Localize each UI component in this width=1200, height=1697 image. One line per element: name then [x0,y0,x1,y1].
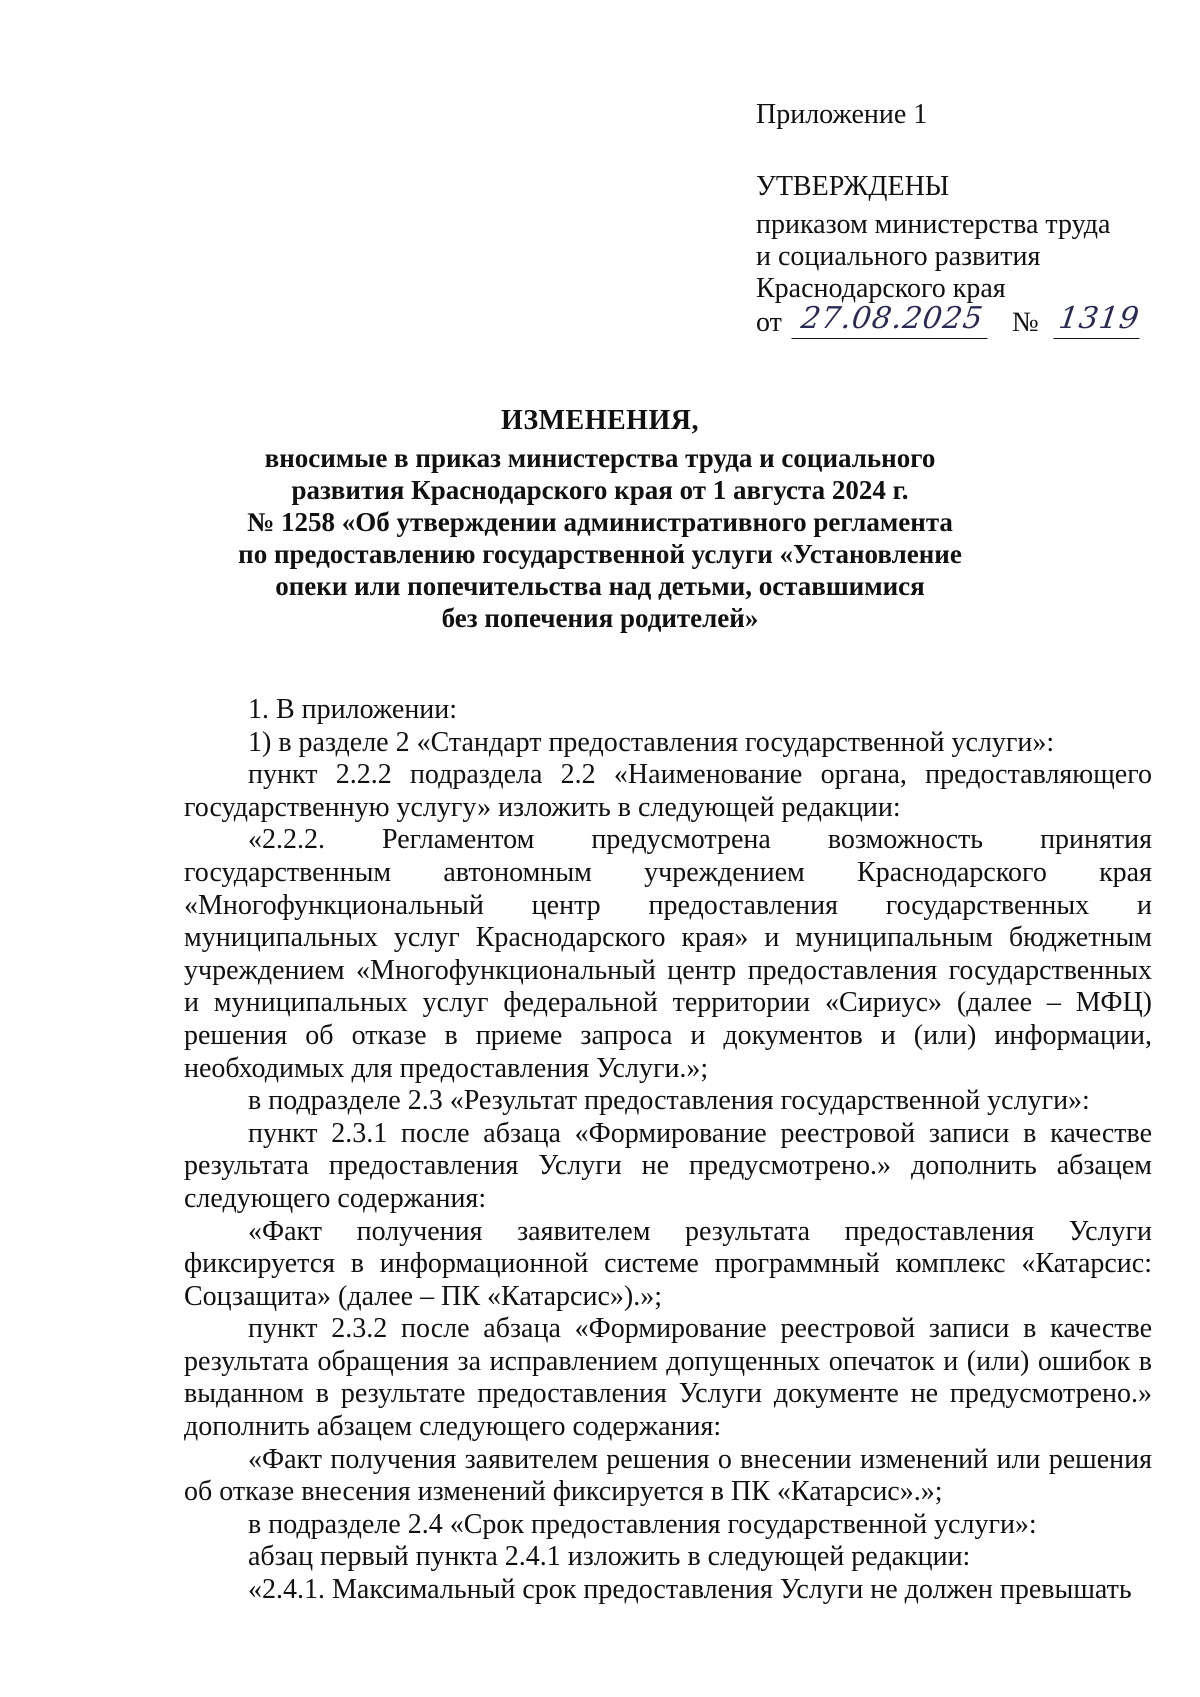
body-paragraph: в подразделе 2.3 «Результат предоставления государственной услуги»: [248,1085,1090,1117]
body-paragraph: «Факт получения заявителем результата предоставления Услуги фиксируется в информационной системе программный комплекс «Катарсис: Соцзащита» (далее – ПК «Катарсис»).»; [184,1215,1152,1312]
body-paragraph: «Факт получения заявителем решения о внесении изменений или решения об отказе внесения изменений фиксируется в ПК «Катарсис».»; [184,1443,1152,1508]
body-paragraph: «2.2.2. Регламентом предусмотрена возможность принятия государственным автономным учреждением Краснодарского края «Многофункциональный центр предоставления государственных и муниципальных услуг Краснодарского края» и муниципальным бюджетным учреждением «Многофункциональный центр предоставления государственных и муниципальных услуг федеральной территории «Сириус» (далее – МФЦ) решения об отказе в приеме запроса и документов и (или) информации, необходимых для предоставления Услуги.»; [184,824,1152,1084]
subtitle-line: по предоставлению государственной услуги «Установление [238,539,962,569]
number-prefix: № [1012,307,1039,338]
subtitle-line: № 1258 «Об утверждении административного регламента [247,507,953,537]
appendix-label: Приложение 1 [756,99,928,130]
body-paragraph: пункт 2.2.2 подраздела 2.2 «Наименование органа, предоставляющего государственную услугу» изложить в следующей редакции: [184,759,1152,823]
body-paragraph: в подразделе 2.4 «Срок предоставления государственной услуги»: [248,1508,1037,1540]
document-subtitle [0,442,1200,634]
body-paragraph: 1. В приложении: [248,694,458,725]
date-prefix: от [756,307,782,338]
body-paragraph: 1) в разделе 2 «Стандарт предоставления государственной услуги»: [248,726,1055,758]
approved-line-3: Краснодарского края [756,273,1006,304]
body-paragraph: пункт 2.3.2 после абзаца «Формирование реестровой записи в качестве результата обращения за исправлением допущенных опечаток и (или) ошибок в выданном в результате предоставления Услуги документе не предусмотрено.» дополнить абзацем следующего содержания: [184,1313,1152,1443]
subtitle-line: вносимые в приказ министерства труда и социального [264,443,936,473]
body-paragraph: «2.4.1. Максимальный срок предоставления Услуги не должен превышать [248,1574,1132,1606]
document-body [184,694,1152,1607]
approved-title: УТВЕРЖДЕНЫ [756,171,950,202]
order-date-number-row [756,302,1146,342]
body-paragraph: абзац первый пункта 2.4.1 изложить в следующей редакции: [248,1541,971,1573]
subtitle-line: без попечения родителей» [441,603,759,633]
approved-line-1: приказом министерства труда [756,209,1111,240]
handwritten-number: 1319 [1053,302,1144,339]
handwritten-date: 27.08.2025 [791,302,992,339]
approved-line-2: и социального развития [756,241,1041,272]
subtitle-line: развития Краснодарского края от 1 августа 2024 г. [291,475,909,505]
document-title: ИЗМЕНЕНИЯ, [501,405,699,436]
body-paragraph: пункт 2.3.1 после абзаца «Формирование реестровой записи в качестве результата предоставления Услуги не предусмотрено.» дополнить абзацем следующего содержания: [184,1117,1152,1214]
subtitle-line: опеки или попечительства над детьми, оставшимися [275,571,925,601]
